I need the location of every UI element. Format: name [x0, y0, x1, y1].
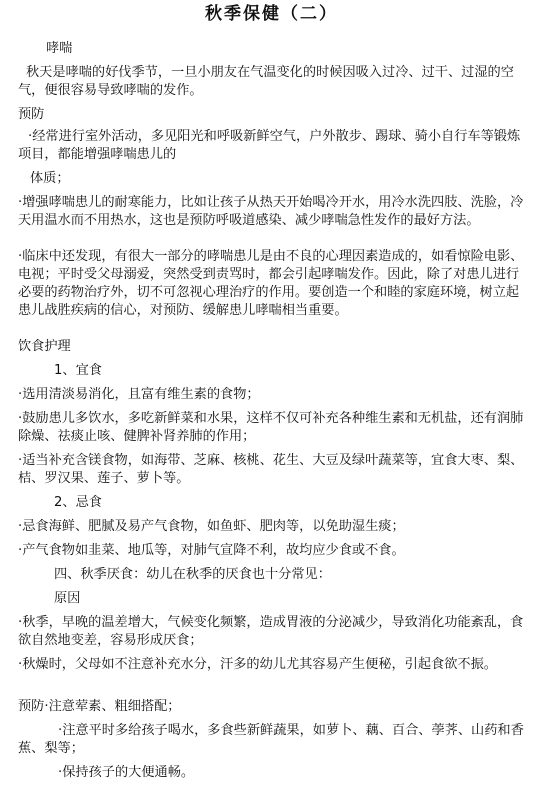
- subheading-diet-care: 饮食护理: [18, 339, 71, 354]
- paragraph-outdoor-activity: ·经常进行室外活动，多见阳光和呼吸新鲜空气，户外散步、踢球、骑小自行车等锻炼项目，都能增强哮喘患儿的: [18, 129, 521, 162]
- paragraph-temperature-difference: ·秋季，早晚的温差增大，气候变化频繁，造成胃液的分泌减少，导致消化功能紊乱，食欲自然地变差，容易形成厌食；: [18, 615, 524, 648]
- section-heading-asthma: 哮喘: [46, 41, 73, 56]
- paragraph-drink-water: ·鼓励患儿多饮水，多吃新鲜菜和水果，这样不仅可补充各种维生素和无机盐，还有润肺除燥、祛痰止咳、健脾补肾养肺的作用；: [18, 411, 524, 444]
- subheading-causes: 原因: [54, 591, 81, 606]
- document-title: 秋季保健（二）: [205, 4, 338, 24]
- paragraph-asthma-intro: 秋天是哮喘的好伐季节，一旦小朋友在气温变化的时候因吸入过冷、过干、过湿的空气，便很容易导致哮喘的发作。: [18, 65, 514, 98]
- subheading-prevention: 预防: [18, 107, 45, 122]
- paragraph-bowel-movement: ·保持孩子的大便通畅。: [58, 765, 195, 780]
- paragraph-avoid-seafood: ·忌食海鲜、肥腻及易产气食物，如鱼虾、肥肉等，以免助湿生痰；: [18, 519, 405, 534]
- paragraph-prevention-balance: 预防·注意荤素、粗细搭配；: [18, 699, 181, 714]
- paragraph-gas-foods: ·产气食物如韭菜、地瓜等，对肺气宣降不利，故均应少食或不食。: [18, 543, 405, 558]
- subheading-avoid-foods: 2、忌食: [54, 495, 102, 510]
- paragraph-autumn-dryness: ·秋燥时，父母如不注意补充水分，汗多的幼儿尤其容易产生便秘，引起食欲不振。: [18, 657, 497, 672]
- paragraph-constitution: 体质；: [30, 171, 70, 186]
- paragraph-light-diet: ·选用清淡易消化，且富有维生素的食物；: [18, 387, 260, 402]
- paragraph-cold-tolerance: ·增强哮喘患儿的耐寒能力，比如让孩子从热天开始喝冷开水，用冷水洗四肢、洗脸，冷天用温水而不用热水，这也是预防呼吸道感染、减少哮喘急性发作的最好方法。: [18, 195, 524, 228]
- paragraph-psychological: ·临床中还发现，有很大一部分的哮喘患儿是由不良的心理因素造成的，如看惊险电影、电视；平时受父母溺爱，突然受到责骂时，都会引起哮喘发作。因此，除了对患儿进行必要的药物治疗外，切不可忽视心理治疗的作用。要创造一个和睦的家庭环境，树立起患儿战胜疾病的信心，对预防、缓解患儿哮喘相当重要。: [18, 249, 524, 318]
- section-heading-anorexia: 四、秋季厌食：幼儿在秋季的厌食也十分常见：: [54, 567, 331, 582]
- paragraph-water-vegetables: ·注意平时多给孩子喝水，多食些新鲜蔬果，如萝卜、藕、百合、荸荠、山药和香蕉、梨等；: [18, 723, 524, 756]
- subheading-recommended-foods: 1、宜食: [54, 363, 102, 378]
- paragraph-magnesium-foods: ·适当补充含镁食物，如海带、芝麻、核桃、花生、大豆及绿叶蔬菜等，宜食大枣、梨、桔、罗汉果、莲子、萝卜等。: [18, 453, 524, 486]
